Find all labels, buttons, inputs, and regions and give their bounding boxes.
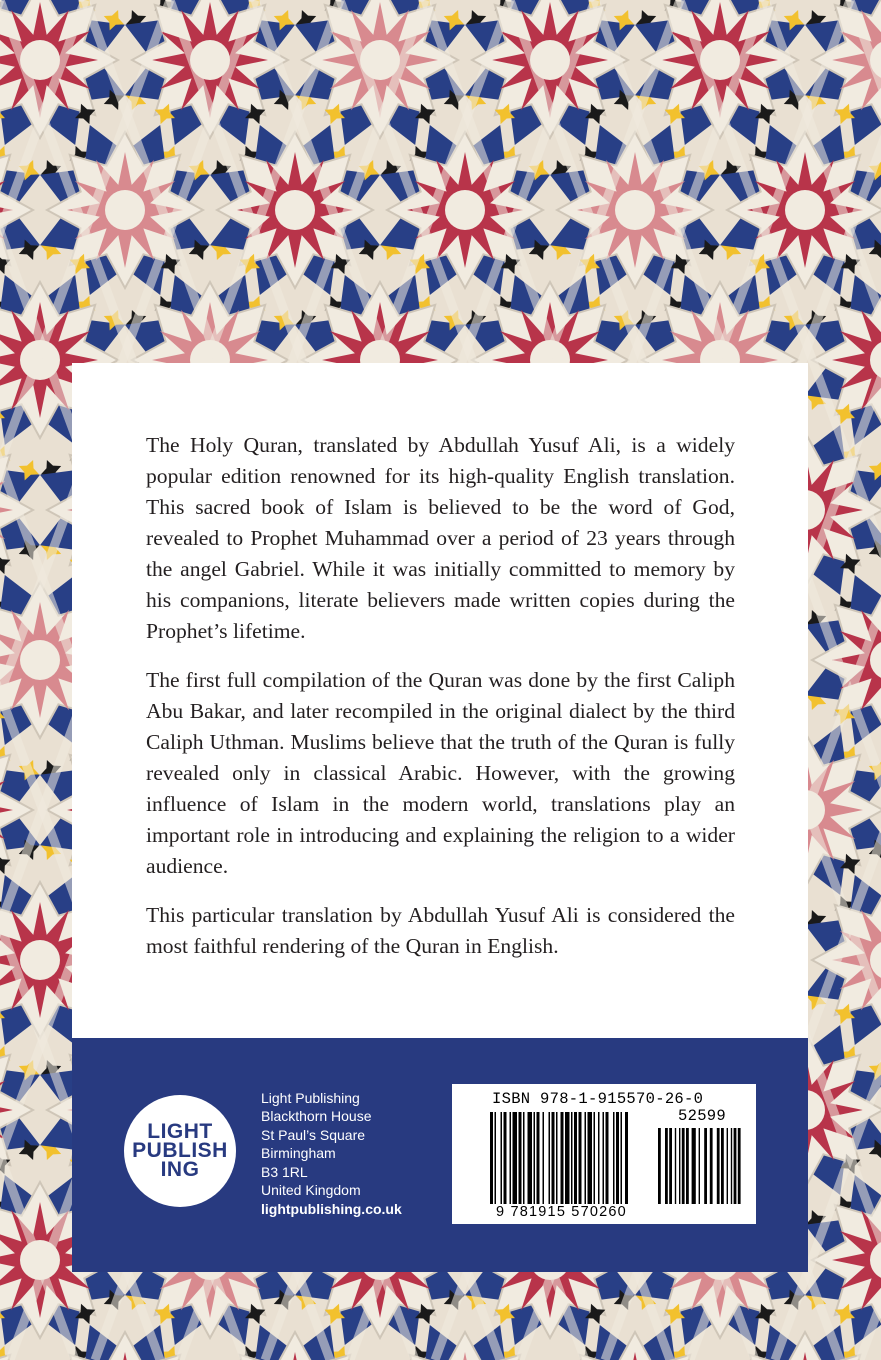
publisher-address xyxy=(261,1089,402,1219)
address-line-1: Blackthorn House xyxy=(261,1108,372,1125)
publisher-footer xyxy=(72,1038,808,1272)
logo-line-1: LIGHT xyxy=(147,1120,213,1143)
publisher-name: Light Publishing xyxy=(261,1090,360,1106)
ean-digits: 9 781915 570260 xyxy=(496,1204,627,1220)
address-line-2: St Paul’s Square xyxy=(261,1126,366,1143)
logo-line-2: PUBLISH xyxy=(132,1139,228,1162)
light-publishing-logo xyxy=(124,1095,236,1207)
blurb-paragraph-3: This particular translation by Abdullah Yusuf Ali is considered the most faithful rendering of the Quran in English. xyxy=(146,903,735,958)
address-country: United Kingdom xyxy=(261,1182,361,1199)
logo-text xyxy=(120,1122,240,1179)
isbn-label: ISBN 978-1-915570-26-0 xyxy=(492,1090,704,1108)
isbn-barcode xyxy=(452,1084,756,1224)
publisher-website-link[interactable]: lightpublishing.co.uk xyxy=(261,1201,402,1218)
description-panel xyxy=(72,363,808,1038)
blurb-paragraph-1: The Holy Quran, translated by Abdullah Yusuf Ali, is a widely popular edition renowned for its high-quality English translation. This sacred book of Islam is believed to be the word of God, revealed to Prophet Muhammad over a period of 23 years through the angel Gabriel. While it was initially committed to memory by his companions, literate believers made written copies during the Prophet’s lifetime. xyxy=(146,433,735,643)
address-postcode: B3 1RL xyxy=(261,1163,308,1180)
price-code: 52599 xyxy=(678,1107,727,1125)
logo-line-3: ING xyxy=(160,1158,200,1181)
address-city: Birmingham xyxy=(261,1145,336,1162)
blurb-paragraph-2: The first full compilation of the Quran was done by the first Caliph Abu Bakar, and later recompiled in the original dialect by the third Caliph Uthman. Muslims believe that the truth of the Quran is fully revealed only in classical Arabic. However, with the growing influence of Islam in the modern world, translations play an important role in introducing and explaining the religion to a wider audience. xyxy=(146,668,735,878)
